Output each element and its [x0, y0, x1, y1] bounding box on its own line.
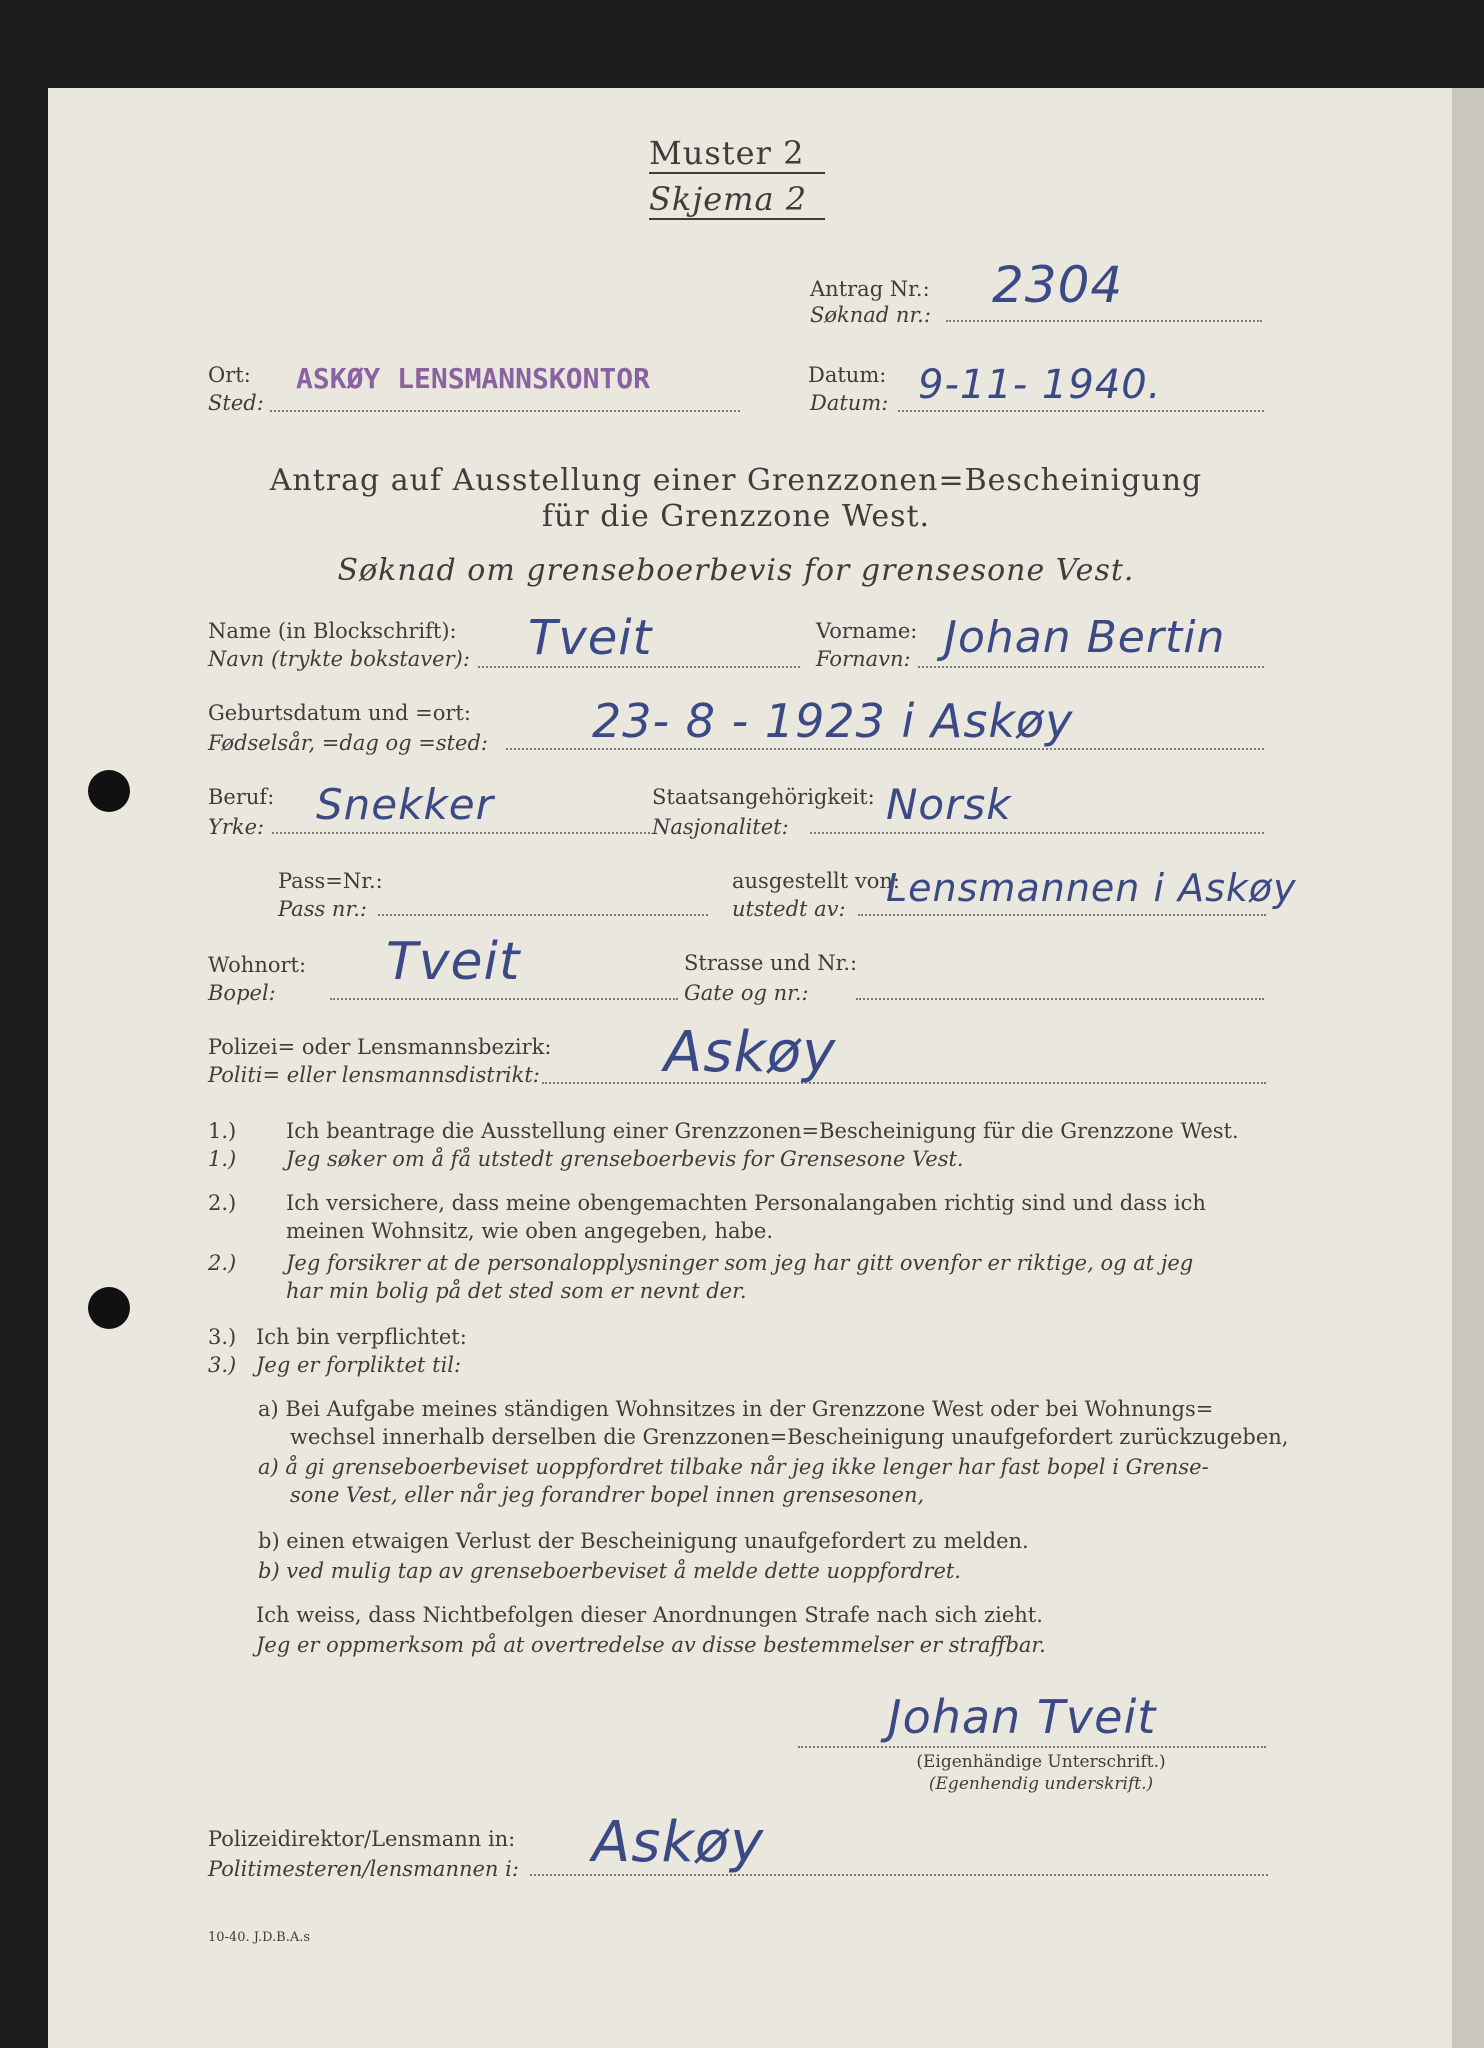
polizei-label-no: Politi= eller lensmannsdistrikt: — [208, 1063, 540, 1087]
signature-value: Johan Tveit — [888, 1690, 1157, 1744]
geburt-label-de: Geburtsdatum und =ort: — [208, 701, 471, 725]
ausgestellt-value: Lensmannen i Askøy — [886, 866, 1297, 910]
clause-2-de-1: Ich versichere, dass meine obengemachten Personalangaben richtig sind und dass ich — [286, 1191, 1206, 1215]
beruf-value: Snekker — [316, 780, 494, 829]
polizeidirektor-value: Askøy — [592, 1810, 765, 1875]
underline — [649, 172, 825, 174]
clause-2-de-2: meinen Wohnsitz, wie oben angegeben, habe. — [286, 1219, 774, 1243]
pass-line — [378, 914, 708, 916]
clause-3a-no-1: a) å gi grenseboerbeviset uoppfordret tilbake når jeg ikke lenger har fast bopel i Grense- — [258, 1455, 1209, 1479]
penalty-de: Ich weiss, dass Nichtbefolgen dieser Anordnungen Strafe nach sich zieht. — [256, 1603, 1043, 1627]
clause-3b-de: b) einen etwaigen Verlust der Bescheinigung unaufgefordert zu melden. — [258, 1529, 1029, 1553]
polizeidirektor-label-no: Politimesteren/lensmannen i: — [208, 1857, 519, 1881]
polizeidirektor-label-de: Polizeidirektor/Lensmann in: — [208, 1827, 516, 1851]
underline — [649, 218, 825, 220]
clause-2-number-no: 2.) — [208, 1251, 237, 1275]
signature-line — [798, 1746, 1266, 1748]
geburt-label-no: Fødselsår, =dag og =sted: — [208, 731, 489, 755]
antrag-value: 2304 — [992, 256, 1124, 314]
geburt-line — [506, 748, 1264, 750]
ort-line — [270, 410, 740, 412]
form-skjema: Skjema 2 — [649, 180, 808, 218]
datum-value: 9-11- 1940. — [918, 362, 1162, 408]
ausgestellt-label-de: ausgestellt von: — [732, 869, 900, 893]
vorname-label-no: Fornavn: — [816, 647, 911, 671]
clause-3-number-no: 3.) — [208, 1353, 237, 1377]
penalty-no: Jeg er oppmerksom på at overtredelse av disse bestemmelser er straffbar. — [256, 1633, 1046, 1657]
ort-stamp: ASKØY LENSMANNSKONTOR — [296, 362, 651, 395]
form-muster: Muster 2 — [649, 134, 805, 172]
clause-3a-no-2: sone Vest, eller når jeg forandrer bopel innen grensesonen, — [290, 1483, 925, 1507]
clause-3a-de-2: wechsel innerhalb derselben die Grenzzonen=Bescheinigung unaufgefordert zurückzugeben, — [290, 1425, 1289, 1449]
ort-label-de: Ort: — [208, 363, 251, 387]
vorname-line — [918, 666, 1264, 668]
signature-caption-no: (Egenhendig underskrift.) — [928, 1774, 1154, 1794]
name-label-no: Navn (trykte bokstaver): — [208, 647, 470, 671]
wohnort-value: Tveit — [386, 932, 521, 992]
punch-hole-icon — [88, 1287, 130, 1329]
polizei-line — [542, 1082, 1266, 1084]
wohnort-label-de: Wohnort: — [208, 953, 307, 977]
vorname-value: Johan Bertin — [944, 612, 1226, 663]
name-value: Tveit — [528, 610, 653, 666]
clause-3-number: 3.) — [208, 1325, 237, 1349]
clause-2-no-1: Jeg forsikrer at de personalopplysninger som jeg har gitt ovenfor er riktige, og at jeg — [286, 1251, 1194, 1275]
strasse-line — [856, 998, 1264, 1000]
title-line3: Søknad om grenseboerbevis for grensesone Vest. — [337, 553, 1135, 588]
ausgestellt-label-no: utstedt av: — [732, 897, 846, 921]
strasse-label-no: Gate og nr.: — [684, 981, 809, 1005]
staat-label-no: Nasjonalitet: — [652, 815, 789, 839]
antrag-label-no: Søknad nr.: — [810, 303, 931, 327]
datum-line — [898, 410, 1264, 412]
staat-label-de: Staatsangehörigkeit: — [652, 785, 875, 809]
beruf-line — [272, 832, 650, 834]
beruf-label-no: Yrke: — [208, 815, 265, 839]
clause-3-no: Jeg er forpliktet til: — [256, 1353, 462, 1377]
name-label-de: Name (in Blockschrift): — [208, 619, 457, 643]
beruf-label-de: Beruf: — [208, 785, 275, 809]
clause-2-no-2: har min bolig på det sted som er nevnt der. — [286, 1279, 747, 1303]
pass-label-de: Pass=Nr.: — [278, 869, 383, 893]
antrag-line — [946, 320, 1262, 322]
polizei-label-de: Polizei= oder Lensmannsbezirk: — [208, 1035, 552, 1059]
staat-value: Norsk — [886, 780, 1012, 829]
datum-label-no: Datum: — [810, 391, 889, 415]
staat-line — [810, 832, 1264, 834]
clause-1-number-no: 1.) — [208, 1147, 237, 1171]
polizei-value: Askøy — [664, 1020, 837, 1085]
wohnort-label-no: Bopel: — [208, 981, 276, 1005]
geburt-value: 23- 8 - 1923 i Askøy — [592, 694, 1074, 748]
clause-3-de: Ich bin verpflichtet: — [256, 1325, 467, 1349]
clause-3a-de-1: a) Bei Aufgabe meines ständigen Wohnsitzes in der Grenzzone West oder bei Wohnungs= — [258, 1397, 1214, 1421]
name-line — [478, 666, 800, 668]
wohnort-line — [330, 998, 678, 1000]
clause-1-no: Jeg søker om å få utstedt grenseboerbevis for Grensesone Vest. — [286, 1147, 964, 1171]
antrag-label-de: Antrag Nr.: — [810, 277, 930, 301]
print-code: 10-40. J.D.B.A.s — [208, 1930, 311, 1945]
title-line1: Antrag auf Ausstellung einer Grenzzonen=Bescheinigung — [269, 463, 1203, 498]
paper-edge — [1452, 88, 1484, 2048]
clause-1-number: 1.) — [208, 1119, 237, 1143]
pass-label-no: Pass nr.: — [278, 897, 367, 921]
signature-caption-de: (Eigenhändige Unterschrift.) — [916, 1752, 1166, 1772]
clause-2-number: 2.) — [208, 1191, 237, 1215]
punch-hole-icon — [88, 770, 130, 812]
title-line2: für die Grenzzone West. — [541, 499, 931, 534]
vorname-label-de: Vorname: — [816, 619, 918, 643]
strasse-label-de: Strasse und Nr.: — [684, 951, 858, 975]
clause-3b-no: b) ved mulig tap av grenseboerbeviset å melde dette uoppfordret. — [258, 1559, 961, 1583]
ausgestellt-line — [858, 914, 1266, 916]
clause-1-de: Ich beantrage die Ausstellung einer Grenzzonen=Bescheinigung für die Grenzzone West. — [286, 1119, 1239, 1143]
ort-label-no: Sted: — [208, 391, 264, 415]
datum-label-de: Datum: — [808, 363, 887, 387]
